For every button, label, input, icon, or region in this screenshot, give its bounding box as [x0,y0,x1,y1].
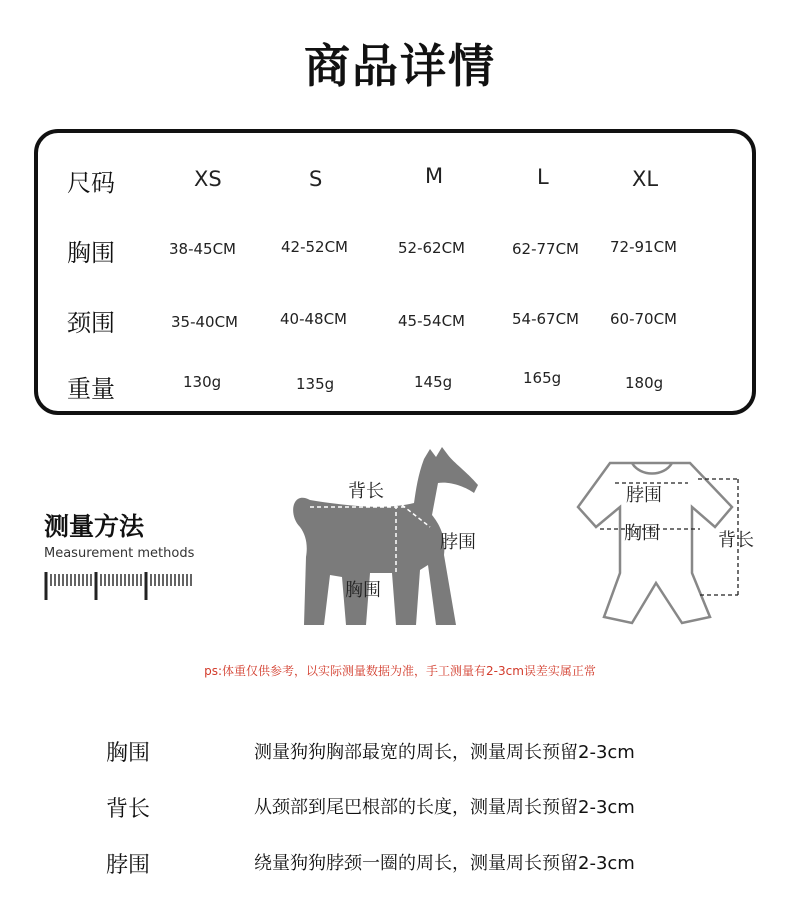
row-label-chest: 胸围 [67,239,115,267]
size-table [34,129,756,415]
weight-value: 135g [296,375,335,393]
definition-text: 绕量狗狗脖颈一圈的周长，测量周长预留2-3cm [254,853,635,874]
weight-value: 145g [414,373,453,391]
neck-value: 60-70CM [610,310,678,328]
dog-neck-label: 脖围 [440,532,476,553]
neck-value: 40-48CM [280,310,348,328]
row-label-weight: 重量 [67,375,115,403]
definition-text: 测量狗狗胸部最宽的周长，测量周长预留2-3cm [254,742,635,763]
neck-value: 35-40CM [171,313,239,331]
size-header: S [309,167,323,191]
chest-value: 42-52CM [281,238,349,256]
neck-value: 45-54CM [398,312,466,330]
page-title: 商品详情 [304,39,496,93]
neck-value: 54-67CM [512,310,580,328]
size-header: L [537,165,549,189]
definition-term: 背长 [106,797,151,822]
method-title: 测量方法 [44,512,145,541]
size-header: M [425,164,444,188]
chest-value: 52-62CM [398,239,466,257]
chest-value: 38-45CM [169,240,237,258]
dog-back-label: 背长 [348,481,384,502]
ruler-icon [44,570,194,604]
method-subtitle: Measurement methods [44,546,195,561]
definition-term: 胸围 [106,741,151,766]
weight-value: 180g [625,374,664,392]
chest-value: 62-77CM [512,240,580,258]
row-label-neck: 颈围 [67,309,115,337]
definition-term: 脖围 [106,853,151,878]
dog-chest-label: 胸围 [345,580,381,601]
row-label-size: 尺码 [67,169,115,197]
clothes-neck-label: 脖围 [626,485,662,506]
clothes-chest-label: 胸围 [624,523,660,544]
size-header: XL [632,167,659,191]
size-header: XS [194,167,222,191]
weight-value: 130g [183,373,222,391]
note-text: ps:体重仅供参考，以实际测量数据为准，手工测量有2-3cm误差实属正常 [204,664,596,678]
definition-text: 从颈部到尾巴根部的长度，测量周长预留2-3cm [254,797,635,818]
clothes-back-label: 背长 [718,530,754,551]
chest-value: 72-91CM [610,238,678,256]
weight-value: 165g [523,369,562,387]
